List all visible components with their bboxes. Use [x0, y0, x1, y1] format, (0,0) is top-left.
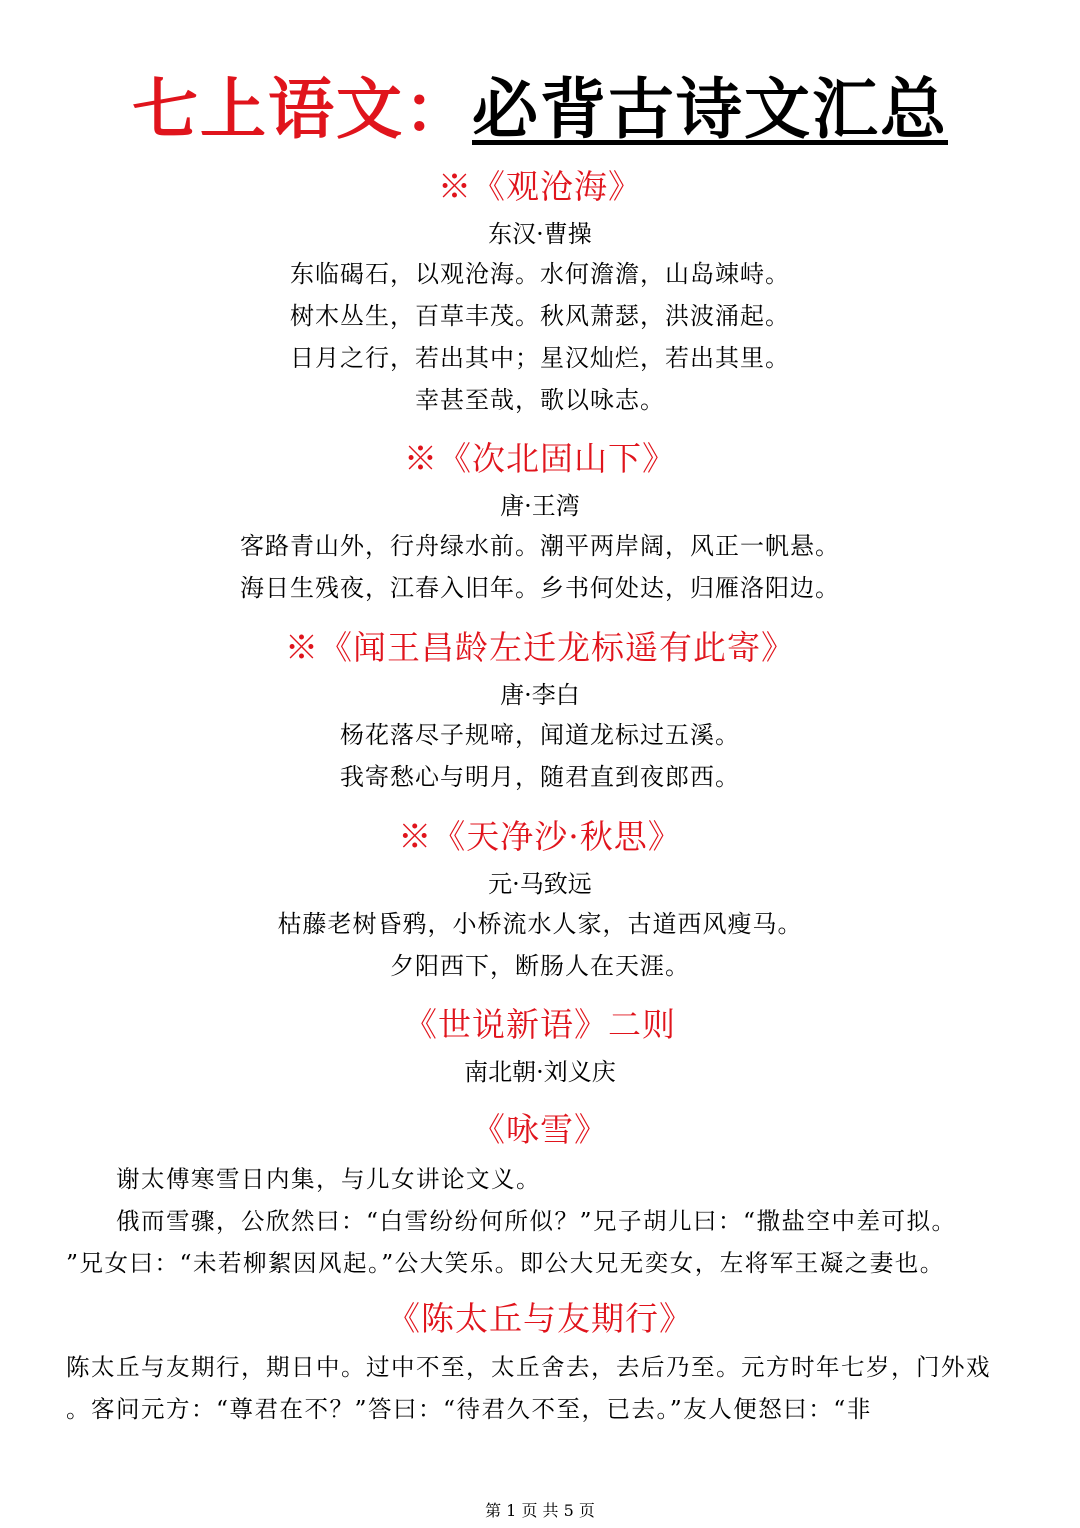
- section-title: 《咏雪》: [472, 1110, 608, 1149]
- section-chen-tai-qiu-title: [0, 1295, 1080, 1343]
- poem-line: 海日生残夜，江春入旧年。乡书何处达，归雁洛阳边。: [240, 574, 840, 602]
- poem-ci-bei-gu-shan-xia: [0, 435, 1080, 609]
- poem-guan-cang-hai: [0, 163, 1080, 421]
- title-underlined-part: 必背古诗文汇总: [472, 70, 948, 148]
- section-title: 《世说新语》二则: [404, 1005, 676, 1044]
- poem-wen-wang-chang-ling: [0, 624, 1080, 798]
- prose-line: 。客问元方：“尊君在不？”答曰：“待君久不至，已去。”友人便怒曰：“非: [66, 1395, 872, 1423]
- poem-line: 我寄愁心与明月，随君直到夜郎西。: [340, 763, 740, 791]
- page-footer: 第 1 页 共 5 页: [485, 1501, 595, 1520]
- poem-author: 唐·李白: [500, 681, 580, 709]
- section-shi-shuo-xin-yu: [0, 1001, 1080, 1091]
- prose-line: 陈太丘与友期行，期日中。过中不至，太丘舍去，去后乃至。元方时年七岁，门外戏: [66, 1353, 991, 1381]
- prose-line: 俄而雪骤，公欣然曰：“白雪纷纷何所似？”兄子胡儿曰：“撒盐空中差可拟。: [116, 1207, 957, 1235]
- prose-line: ”兄女曰：“未若柳絮因风起。”公大笑乐。即公大兄无奕女，左将军王凝之妻也。: [66, 1249, 945, 1277]
- section-title: 《陈太丘与友期行》: [387, 1299, 693, 1338]
- section-author: 南北朝·刘义庆: [464, 1058, 616, 1086]
- poem-line: 客路青山外，行舟绿水前。潮平两岸阔，风正一帆悬。: [240, 532, 840, 560]
- poem-line: 幸甚至哉，歌以咏志。: [415, 386, 665, 414]
- poem-author: 唐·王湾: [500, 492, 580, 520]
- section-yong-xue-title: [0, 1106, 1080, 1154]
- poem-tian-jing-sha: [0, 813, 1080, 987]
- poem-title: ※《观沧海》: [438, 167, 642, 206]
- poem-author: 东汉·曹操: [488, 220, 592, 248]
- poem-author: 元·马致远: [488, 870, 592, 898]
- poem-line: 树木丛生，百草丰茂。秋风萧瑟，洪波涌起。: [290, 302, 790, 330]
- document-title: [0, 64, 1080, 154]
- title-red-part: 七上语文：: [132, 70, 472, 148]
- prose-line: 谢太傅寒雪日内集，与儿女讲论文义。: [116, 1165, 541, 1193]
- poem-line: 枯藤老树昏鸦，小桥流水人家，古道西风瘦马。: [277, 910, 803, 938]
- poem-line: 东临碣石，以观沧海。水何澹澹，山岛竦峙。: [290, 260, 790, 288]
- poem-title: ※《天净沙·秋思》: [398, 817, 682, 856]
- poem-line: 夕阳西下，断肠人在天涯。: [390, 952, 690, 980]
- poem-line: 杨花落尽子规啼，闻道龙标过五溪。: [340, 721, 740, 749]
- poem-title: ※《闻王昌龄左迁龙标遥有此寄》: [285, 628, 795, 667]
- poem-title: ※《次北固山下》: [404, 439, 676, 478]
- poem-line: 日月之行，若出其中；星汉灿烂，若出其里。: [290, 344, 790, 372]
